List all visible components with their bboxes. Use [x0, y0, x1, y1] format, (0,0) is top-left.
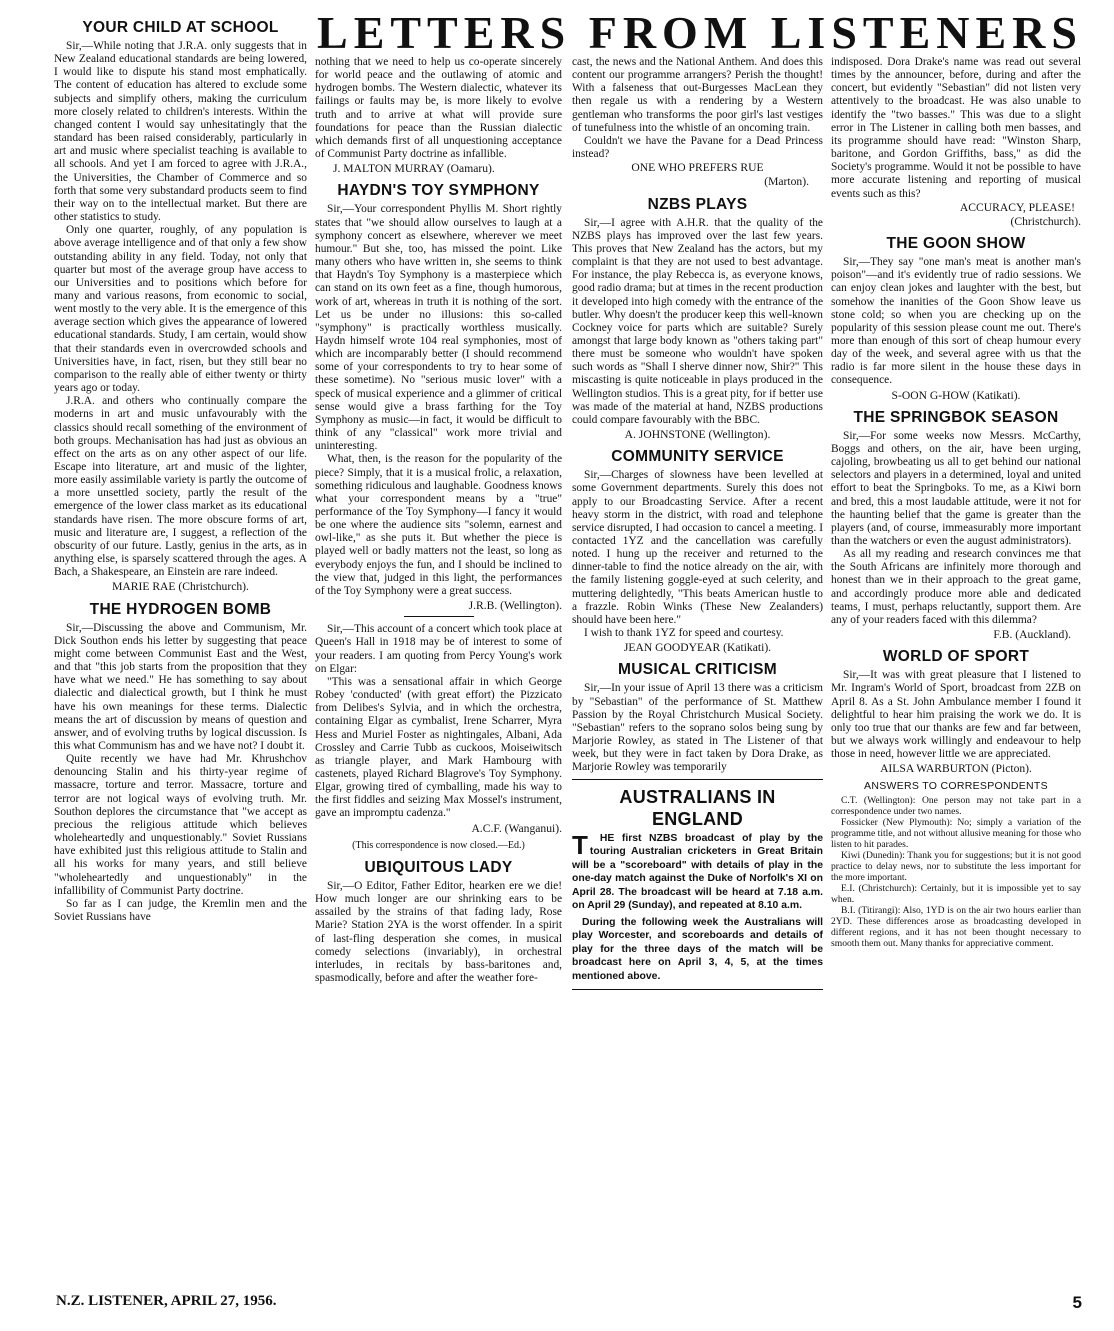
letter-signature: MARIE RAE (Christchurch). — [112, 580, 249, 594]
answer-item: B.I. (Titirangi): Also, 1YD is on the air two hours earlier than 2YD. These differences arose as broadcasting developed in different regions, and it has not been thought necessary to smooth them out. Many thanks for appreciative comment. — [831, 904, 1081, 949]
notice-paragraph: HE first NZBS broadcast of play by the touring Australian cricketers in Great Britain will be a "scoreboard" with details of play in the one-day match against the Duke of Norfolk's XI on April 28. The broadcast will be heard at 7.18 a.m. on April 29 (Sunday), and repeated at 8.10 a.m. — [572, 832, 823, 911]
answers-list — [831, 795, 1081, 949]
letter-paragraph: Couldn't we have the Pavane for a Dead Princess instead? — [572, 134, 823, 161]
column-1 — [54, 12, 307, 1290]
letter-paragraph: Sir,—They say "one man's meat is another man's poison"—and it's evidently true of radio sessions. We can enjoy clean jokes and laughter with the best, but somehow the inanities of the Goon Show leave us stone cold; so when you are checking up on the popularity of this session please count me out. There's more than enough of this sort of cheap humour every day of the week, and several agree with us that the radio is far more silent in the house these days in consequence. — [831, 256, 1081, 387]
letter-paragraph: Sir,—O Editor, Father Editor, hearken ere we die! How much longer are our shrinking ears to be assailed by the strains of that fading lady, Rose Marie? Station 2YA is the worst offender. In a spirit of last-fling desperation she comes, in musical comedy selections (invariably), in orchestral interludes, in recitals by bass-baritones and, spasmodically, before and after the weather fore- — [315, 879, 562, 984]
letter-signature: J. MALTON MURRAY (Oamaru). — [333, 162, 495, 176]
letter-signature: S-OON G-HOW (Katikati). — [891, 388, 1021, 402]
letter-signature: A.C.F. (Wanganui). — [471, 821, 562, 835]
letter-paragraph: What, then, is the reason for the popularity of the piece? Simply, that it is a musical frolic, a relaxation, something ridiculous and laughable. Goodness knows what your correspondent means by a "true" performance of the Toy Symphony—I fancy it would be one where the audience sits "solemn, earnest and owl-like," as she puts it. But whether the piece is played well or badly matters not the least, so long as everybody enjoys the fun, and I should be inclined to the view that, judged in this light, the performances of the Toy Symphony were a great success. — [315, 453, 562, 597]
letter-signature: F.B. (Auckland). — [993, 628, 1071, 642]
letter-paragraph: Sir,—Your correspondent Phyllis M. Short rightly states that "we should allow ourselves to laugh at a symphony concert as elsewhere, wherever we meet humour." But she, too, has missed the point. Like many others who have written in, she seems to think that Haydn's Toy Symphony is a masterpiece which can stand on its own feet as a fine, though humorous, work of art, whereas in truth it is nothing of the sort. Let us be under no illusions: this so-called "symphony" is practically worthless musically. Haydn himself wrote 104 real symphonies, most of which are incomparably better (I should recommend some of your correspondents to try to hear some of these sometime). No "serious music lover" with a speck of musical experience and a glimmer of critical sense would give a brass farthing for the Toy Symphony as music—in fact, it would be difficult to think of any "classical" work more trivial and uninteresting. — [315, 203, 562, 453]
letter-paragraph: Sir,—I agree with A.H.R. that the quality of the NZBS plays has improved over the last few years. This proves that New Zealand has the actors, but my complaint is that they are not used to best advantage. For instance, the play Rebecca is, as everyone knows, good radio drama; but at times in the recent production it developed into high comedy with the entrance of the butler. Why doesn't the producer keep this well-known Cockney voice for parts which are suitable? Surely amongst that large body known as "others taking part" there must be someone who wouldn't have spoken such words as "Shall I sherve dinner now, Shir?" This miscasting is quite noticeable in plays produced in the Wellington studios. This is a great pity, for if better use was made of the material at hand, NZBS productions could compare favourably with the BBC. — [572, 216, 823, 426]
letter-signature-location: (Marton). — [764, 175, 809, 189]
letter-paragraph: Quite recently we have had Mr. Khrushchov denouncing Stalin and his thirty-year regime of massacre, torture and terror. Massacre, torture and terror are not logical ways of evolving truth. Mr. Southon deplores the circumstance that "we accept as precious the religious attitude which believes wholeheartedly and unquestionably." Soviet Russians have exhibited just this religious attitude to Stalin and all his works for many years, and still believe "wholeheartedly and unquestionably" in the infallibility of Communist Party doctrine. — [54, 753, 307, 897]
heading-your-child-at-school: YOUR CHILD AT SCHOOL — [82, 19, 279, 36]
letter-paragraph: Sir,—It was with great pleasure that I listened to Mr. Ingram's World of Sport, broadcast from 2ZB on April 8. As a St. John Ambulance member I found it delightful to hear him praising the work we do. It is only too true that our thanks are few and far between, but we always work willingly and endeavour to help those in need, however little we are appreciated. — [831, 669, 1081, 761]
heading-answers-to-correspondents: ANSWERS TO CORRESPONDENTS — [864, 779, 1048, 792]
letter-signature: ONE WHO PREFERS RUE — [631, 161, 764, 175]
heading-ubiquitous-lady: UBIQUITOUS LADY — [364, 858, 513, 876]
publication-date-line: N.Z. LISTENER, APRIL 27, 1956. — [56, 1293, 277, 1309]
answer-item: E.I. (Christchurch): Certainly, but it is impossible yet to say when. — [831, 882, 1081, 905]
column-2 — [315, 56, 562, 1290]
editor-note: (This correspondence is now closed.—Ed.) — [352, 839, 525, 851]
heading-nzbs-plays: NZBS PLAYS — [647, 195, 748, 213]
drop-cap: T — [572, 829, 588, 860]
australians-in-england-notice — [572, 829, 823, 984]
column-4 — [831, 56, 1081, 1290]
answer-item: Kiwi (Dunedin): Thank you for suggestions; but it is not good practice to delay news, nor to substitute the less important for the more important. — [831, 849, 1081, 883]
heading-haydns-toy-symphony: HAYDN'S TOY SYMPHONY — [337, 182, 540, 200]
heading-hydrogen-bomb: THE HYDROGEN BOMB — [89, 600, 272, 618]
heading-australians-in-england: AUSTRALIANS IN ENGLAND — [619, 786, 776, 829]
letter-paragraph: Sir,—Discussing the above and Communism, Mr. Dick Southon ends his letter by suggesting that peace might come between Communist East and the West, and that "this job starts from the proposition that they have what we need." He has something to say about dialectic and dialectical growth, but I think he must have his own meanings for these terms. Dialectic means the art of discussion by means of question and answer, and of evolving truths by logical discussion. Is this what Communism has and we have not? I doubt it. — [54, 621, 307, 752]
letter-signature: AILSA WARBURTON (Picton). — [880, 762, 1032, 776]
letter-paragraph: Only one quarter, roughly, of any population is above average intelligence and of that only a few show outstanding ability in any field. Today, not only that quarter but most of the average group have access to our Universities and to positions which before for many and various reasons, from economic to social, went mostly to the very able. It is the emergence of this average section which gives the appearance of lowered educational standards. Study, I am certain, would show that their standards even in overcrowded schools and Universities have, in fact, risen, but they still bear no comparison to the really able of either twenty or thirty years ago or today. — [54, 224, 307, 395]
heading-the-goon-show: THE GOON SHOW — [886, 235, 1026, 253]
letter-paragraph: I wish to thank 1YZ for speed and courtesy. — [584, 627, 784, 640]
letter-paragraph: Sir,—In your issue of April 13 there was a criticism by "Sebastian" of the performance of St. Matthew Passion by the Royal Christchurch Musical Society. "Sebastian" refers to the soprano solos being sung by Marjorie Rowley, as stated in The Listener of that week, but they were in fact taken by Dora Drake, as Marjorie Rowley was temporarily — [572, 682, 823, 774]
letter-signature-location: (Christchurch). — [1010, 214, 1081, 228]
letter-signature: J.R.B. (Wellington). — [468, 599, 562, 613]
letter-continuation: indisposed. Dora Drake's name was read out several times by the announcer, before, during and after the concert, but evidently "Sebastian" did not listen very attentively to the broadcast. He was also unable to identify the "two basses." This was due to a slight error in The Listener in calling both men basses, and its programme should have read: "Winston Sharp, baritone, and Gordon Griffiths, bass," as did the Society's programme. Would it not be possible to have more accurate listening and reporting of musical events such as this? — [831, 56, 1081, 200]
letter-paragraph: As all my reading and research convinces me that the South Africans are infinitely more thorough and honest than we in their approach to the great game, and accordingly produce more able and dedicated teams, I must, perhaps reluctantly, support them. Are any of your readers faced with this dilemma? — [831, 548, 1081, 626]
divider — [572, 779, 823, 780]
heading-musical-criticism: MUSICAL CRITICISM — [618, 661, 777, 679]
page-footer — [56, 1293, 1082, 1315]
divider — [572, 989, 823, 990]
answer-item: Fossicker (New Plymouth): No; simply a variation of the programme title, and not without allusive meaning for those who listen to hit parades. — [831, 816, 1081, 850]
letter-signature: A. JOHNSTONE (Wellington). — [624, 428, 771, 442]
letter-signature: JEAN GOODYEAR (Katikati). — [623, 641, 772, 655]
letter-paragraph: Sir,—For some weeks now Messrs. McCarthy, Boggs and others, on the air, have been urging, cajoling, browbeating us all to get behind our national selectors and players in a determined, loyal and united effort to beat the Springboks. To me, as a Kiwi born and bred, this a most laudable attitude, were it not for the haunting belief that the game is greater than the players (and, of course, immeasurably more important than the watchers or even the august administrators). — [831, 429, 1081, 547]
heading-world-of-sport: WORLD OF SPORT — [882, 648, 1030, 666]
column-3 — [572, 56, 823, 1290]
divider — [404, 616, 474, 617]
letter-paragraph: Sir,—Charges of slowness have been levelled at some Government departments. Surely this does not apply to our Broadcasting Service. After a recent heavy storm in the district, with road and telephone service disrupted, I had occasion to cancel a meeting. I contacted 1YZ and the cancellation was carefully noted. I hung up the receiver and returned to the dinner-table to find the notice already on the air, with the family listening goggle-eyed at such celerity, and muttering delightedly, "This beats American hustle to a frazzle. Robin Winks (These New Zealanders) should have been here." — [572, 469, 823, 626]
notice-paragraph: During the following week the Australians will play Worcester, and scoreboards and details of play for the three days of the match will be broadcast here on April 3, 4, 5, at the times mentioned above. — [572, 916, 823, 982]
heading-community-service: COMMUNITY SERVICE — [611, 448, 784, 466]
quoted-paragraph: "This was a sensational affair in which George Robey 'conducted' (with great effort) the Pizzicato from Delibes's Sylvia, and in which the orchestra, containing Elgar as cymbalist, Irene Scharrer, Myra Hess and Muriel Foster as nightingales, Albani, Ada Crossley and Carrie Tubb as cuckoos, Moiseiwitsch as triangle player, and Mark Hambourg with castenets, played Richard Blagrove's Toy Symphony. Elgar, growing tired of cymballing, made his way to the first fiddles and seizing Max Mossel's instrument, gave an impromptu cadenza." — [315, 675, 562, 820]
masthead-title: LETTERS FROM LISTENERS — [317, 7, 1083, 58]
letter-continuation: nothing that we need to help us co-operate sincerely for world peace and the outlawing of atomic and hydrogen bombs. The Western dialectic, whatever its failings or faults may be, is more likely to evolve truth and to arrive at what will provide sure foundations for peace than the Russian dialectic which demands first of all unquestioning acceptance of Communist Party doctrine as infallible. — [315, 56, 562, 161]
letter-signature: ACCURACY, PLEASE! — [959, 200, 1075, 214]
letter-paragraph: So far as I can judge, the Kremlin men and the Soviet Russians have — [54, 897, 307, 923]
letter-paragraph: J.R.A. and others who continually compare the moderns in art and music unfavourably with the classics should recall something of the environment of both groups. Mechanisation has had just as obvious an effect on the arts as on any other aspect of our life. Escape into literature, art and music of the lighter, more easily assimilable variety is partly the outcome of a more unsettled society, partly the result of the emergence of the lower class market as its educational standards have risen. The more obscure forms of art, music and literature are, I suggest, a reflection of the obscurity of our future. Lastly, genius in the arts, as in anything else, is sparsely scattered through the ages. A Bach, a Shakespeare, an Einstein are rare indeed. — [54, 395, 307, 579]
letter-continuation: cast, the news and the National Anthem. And does this content our programme arrangers? Perish the thought! With a falseness that out-Burgesses MacLean they then regale us with a rendering by a Western gentleman who transforms the poor girl's last vestiges of tunefulness into the whistle of an oncoming train. — [572, 56, 823, 134]
page-number: 5 — [1072, 1293, 1082, 1312]
heading-the-springbok-season: THE SPRINGBOK SEASON — [853, 408, 1059, 426]
letter-paragraph: Sir,—This account of a concert which took place at Queen's Hall in 1918 may be of interest to some of your readers. I am quoting from Percy Young's work on Elgar: — [315, 623, 562, 675]
answer-item: C.T. (Wellington): One person may not take part in a correspondence under two names. — [831, 794, 1081, 817]
letter-paragraph: Sir,—While noting that J.R.A. only suggests that in New Zealand educational standards are being lowered, I would like to dispute his stand most emphatically. The content of education has altered to exclude some subjects and simplify others, making the curriculum more closely related to children's interests. Within the changed content I would say unhesitatingly that the standard has been raised considerably, particularly in art and music where specialist teaching is available to all schools. And yet I am forced to agree with J.R.A., the Universities, the Chamber of Commerce and so forth that some very substandard products seem to find their way on to the intellectual market. But there are other statistics to study. — [54, 40, 307, 224]
